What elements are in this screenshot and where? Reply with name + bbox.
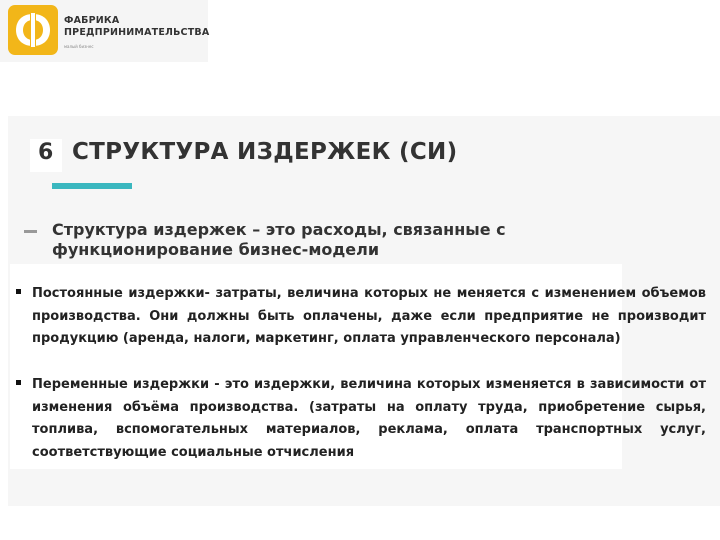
logo-line1: ФАБРИКА <box>64 15 120 26</box>
logo-mark-icon <box>8 5 58 55</box>
bullet-icon <box>16 289 21 294</box>
logo <box>0 0 208 62</box>
paragraph-fixed-costs: Постоянные издержки- затраты, величина которых не меняется с изменением объемов производства. Они должны быть оплачены, даже если предприятие не производит продукцию (аренда, налоги, маркетинг, оплата управленческого персонала) <box>32 286 706 346</box>
paragraph-variable-costs: Переменные издержки - это издержки, величина которых изменяется в зависимости от изменения объёма производства. (затраты на оплату труда, приобретение сырья, топлива, вспомогательных материалов, реклама, оплата транспортных услуг, соответствующие социальные отчисления <box>32 377 706 460</box>
logo-line2: ПРЕДПРИНИМАТЕЛЬСТВА <box>64 27 210 38</box>
slide-title: СТРУКТУРА ИЗДЕРЖЕК (СИ) <box>72 139 458 165</box>
slide-subtitle: Структура издержек – это расходы, связанные с функционирование бизнес-модели <box>52 220 506 259</box>
subtitle-dash <box>24 230 37 233</box>
slide-number: 6 <box>38 140 54 165</box>
logo-text <box>64 15 209 39</box>
logo-tagline: малый бизнес <box>64 44 94 49</box>
bullet-icon <box>16 380 21 385</box>
title-accent-bar <box>52 183 132 189</box>
